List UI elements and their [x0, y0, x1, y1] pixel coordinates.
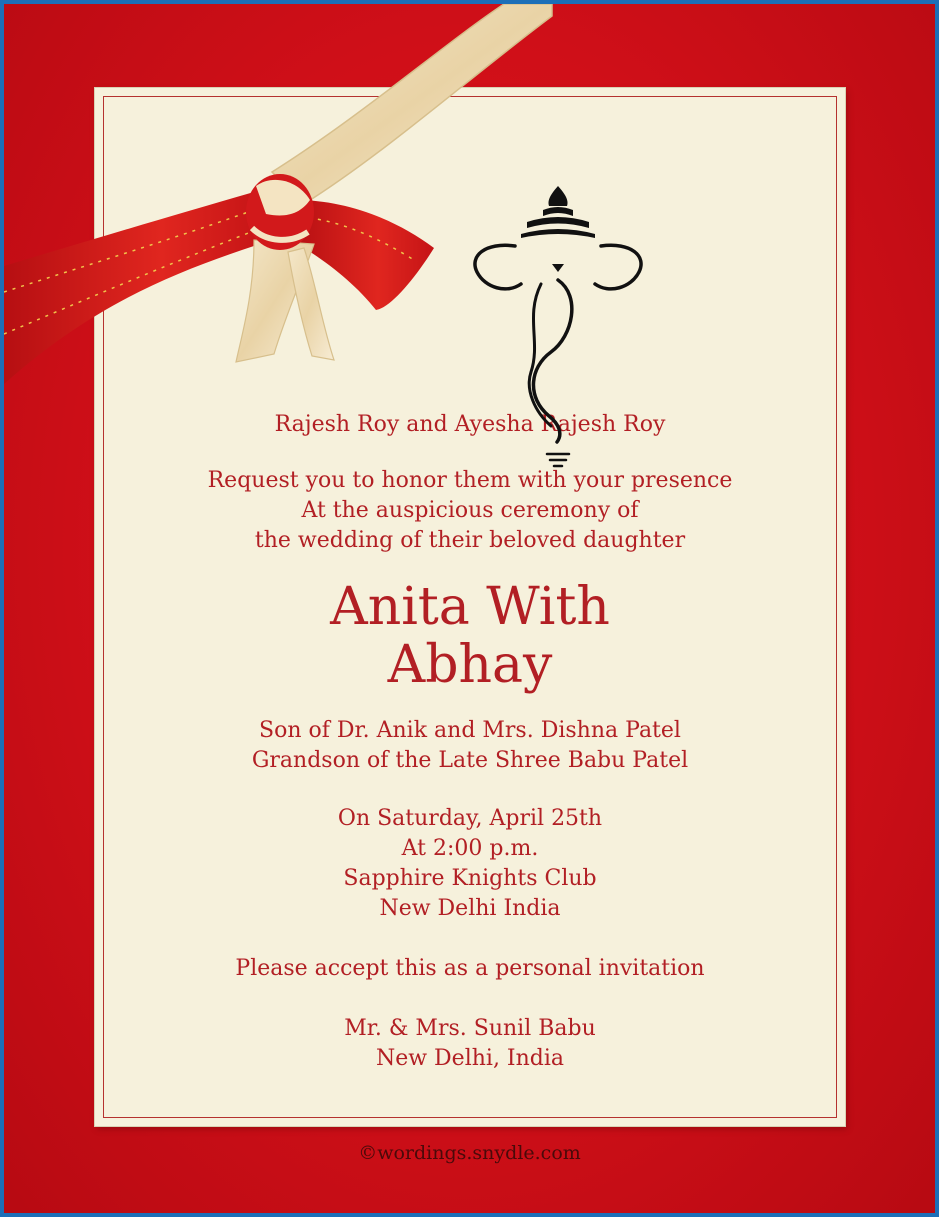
- groom-family-line-2: Grandson of the Late Shree Babu Patel: [251, 748, 689, 773]
- event-time: At 2:00 p.m.: [401, 836, 539, 861]
- red-cream-drape-decoration: [4, 4, 564, 404]
- note-block: [95, 954, 845, 984]
- couple-names: [95, 578, 845, 694]
- hosts-line: Rajesh Roy and Ayesha Rajesh Roy: [274, 412, 666, 437]
- event-date: On Saturday, April 25th: [337, 806, 603, 831]
- request-line-2: At the auspicious ceremony of: [301, 498, 639, 523]
- event-details-block: [95, 804, 845, 924]
- sender-city: New Delhi, India: [375, 1046, 565, 1071]
- sender-name: Mr. & Mrs. Sunil Babu: [344, 1016, 596, 1041]
- couple-name-line-2: Abhay: [387, 635, 553, 695]
- event-city: New Delhi India: [379, 896, 561, 921]
- couple-name-line-1: Anita With: [330, 577, 610, 637]
- groom-family-line-1: Son of Dr. Anik and Mrs. Dishna Patel: [259, 718, 681, 743]
- request-line-1: Request you to honor them with your presence: [207, 468, 733, 493]
- groom-family-block: [95, 716, 845, 776]
- request-block: [95, 466, 845, 556]
- event-venue: Sapphire Knights Club: [343, 866, 597, 891]
- invitation-frame: [4, 4, 935, 1213]
- sender-block: [95, 1014, 845, 1074]
- personal-invitation-note: Please accept this as a personal invitation: [235, 956, 705, 981]
- copyright-text: ©wordings.snydle.com: [358, 1142, 581, 1164]
- request-line-3: the wedding of their beloved daughter: [254, 528, 686, 553]
